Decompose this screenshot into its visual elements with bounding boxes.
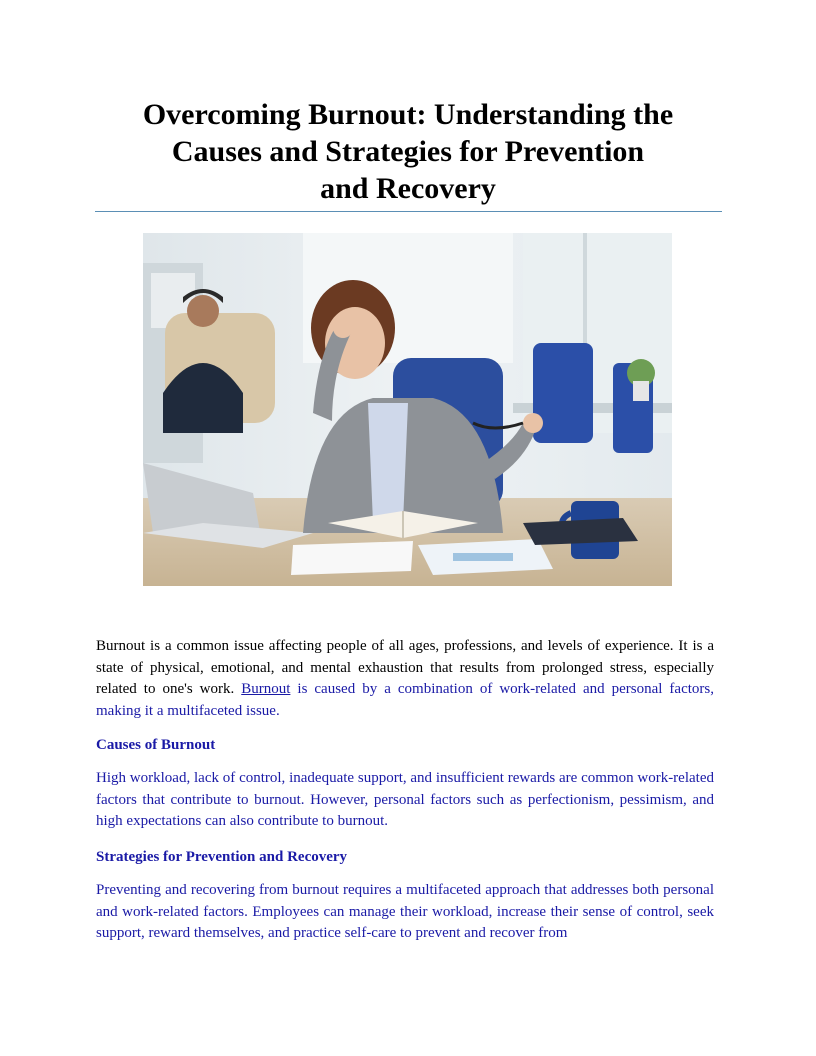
title-line-2: Causes and Strategies for Prevention bbox=[171, 135, 645, 168]
intro-lead: Burnout is a common issue affecting people of all ages, professions, and levels of experience. It is a state of physical, emotional, and mental exhaustion that results from prolonged stress, especially related to one's work. bbox=[96, 638, 714, 697]
title-divider bbox=[95, 211, 722, 212]
office-photo-illustration bbox=[143, 233, 672, 586]
causes-paragraph: High workload, lack of control, inadequate support, and insufficient rewards are common work-related factors that contribute to burnout. However, personal factors such as perfectionism, pessimism, and high expectations can also contribute to burnout. bbox=[96, 770, 714, 829]
title-line-1: Overcoming Burnout: Understanding the bbox=[142, 98, 674, 131]
page-title bbox=[95, 96, 721, 207]
strategies-heading: Strategies for Prevention and Recovery bbox=[96, 849, 348, 865]
strategies-paragraph: Preventing and recovering from burnout requires a multifaceted approach that addresses both personal and work-related factors. Employees can manage their workload, increase their sense of control, seek support, reward themselves, and practice self-care to prevent and recover from bbox=[96, 882, 714, 941]
burnout-photo bbox=[143, 233, 672, 586]
intro-tail: is caused by a combination of work-related and personal factors, making it a multifaceted issue. bbox=[96, 681, 714, 719]
title-line-3: and Recovery bbox=[320, 172, 496, 205]
causes-heading: Causes of Burnout bbox=[96, 737, 216, 753]
burnout-link[interactable]: Burnout bbox=[241, 681, 291, 697]
intro-paragraph bbox=[96, 636, 714, 722]
